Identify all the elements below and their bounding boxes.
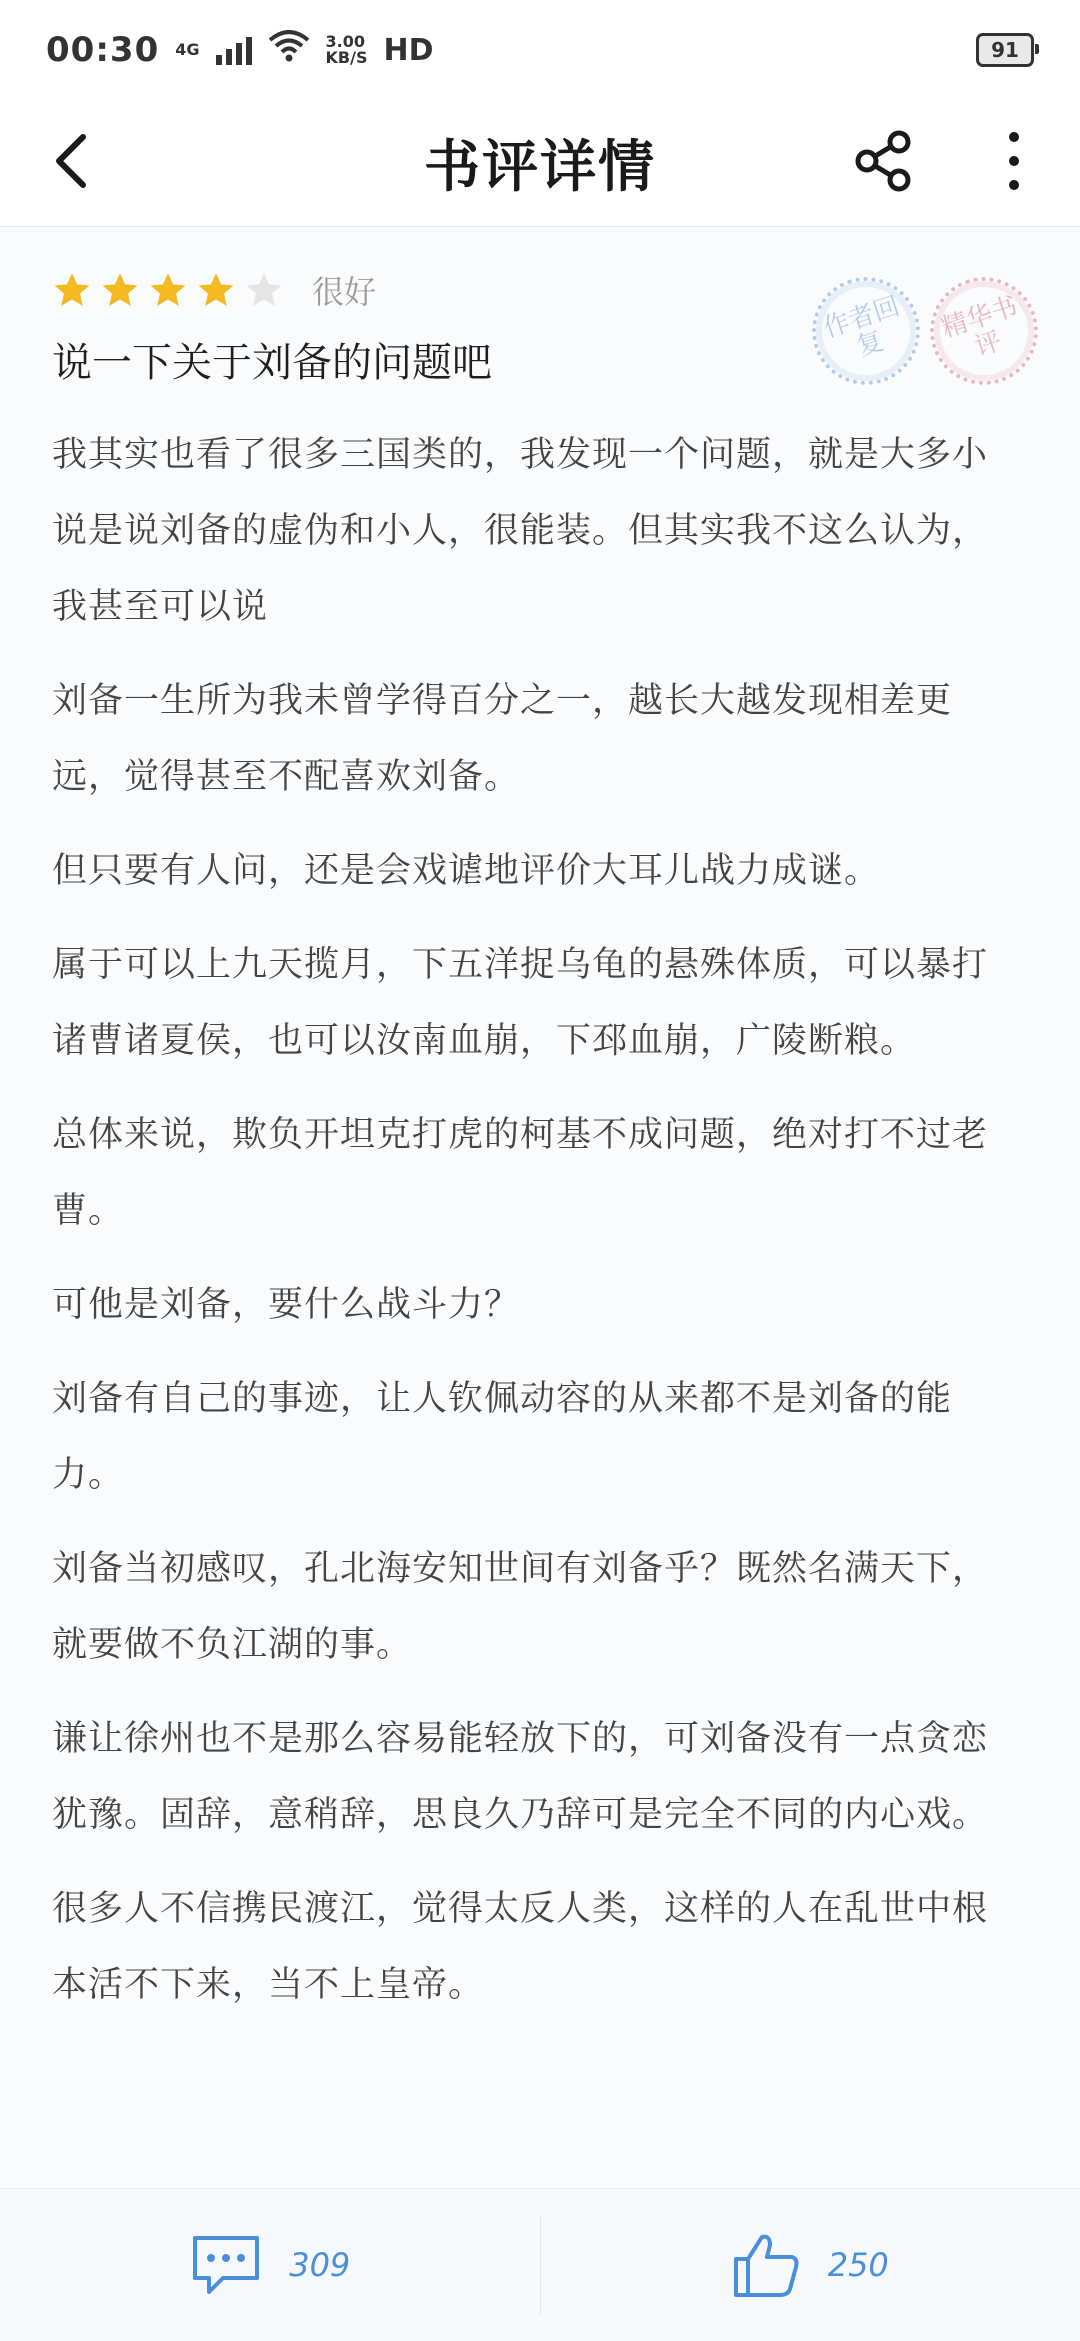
comment-count: 309 xyxy=(289,2246,350,2284)
status-left xyxy=(46,30,433,71)
rating-label: 很好 xyxy=(312,267,376,313)
stamp-text: 作者回复 xyxy=(810,289,922,373)
speed-unit: KB/S xyxy=(326,50,368,66)
bottom-bar xyxy=(0,2188,1080,2341)
star-filled-icon xyxy=(148,270,188,310)
review-paragraph: 刘备有自己的事迹，让人钦佩动容的从来都不是刘备的能力。 xyxy=(52,1361,1022,1513)
battery-level: 91 xyxy=(991,38,1019,62)
network-speed xyxy=(326,34,368,66)
star-empty-icon xyxy=(244,270,284,310)
comment-icon xyxy=(189,2232,263,2298)
featured-review-stamp xyxy=(916,263,1052,399)
battery-icon xyxy=(976,33,1034,67)
comment-button[interactable] xyxy=(0,2189,540,2341)
header xyxy=(0,100,1080,227)
star-filled-icon xyxy=(100,270,140,310)
signal-icon xyxy=(216,35,252,65)
star-filled-icon xyxy=(52,270,92,310)
back-icon xyxy=(51,133,91,189)
page-title: 书评详情 xyxy=(424,123,656,203)
review-paragraph: 属于可以上九天揽月，下五洋捉乌龟的悬殊体质，可以暴打诸曹诸夏侯，也可以汝南血崩，下邳血崩，广陵断粮。 xyxy=(52,927,1022,1079)
star-rating xyxy=(52,270,284,310)
rating-row xyxy=(52,267,376,313)
share-button[interactable] xyxy=(848,126,918,196)
review-paragraph: 可他是刘备，要什么战斗力？ xyxy=(52,1267,1022,1343)
more-icon xyxy=(1006,131,1022,191)
like-button[interactable] xyxy=(541,2189,1080,2341)
review-paragraph: 我其实也看了很多三国类的，我发现一个问题，就是大多小说是说刘备的虚伪和小人，很能装。但其实我不这么认为，我甚至可以说 xyxy=(52,417,1022,645)
more-button[interactable] xyxy=(984,126,1044,196)
review-paragraph: 刘备当初感叹，孔北海安知世间有刘备乎？既然名满天下，就要做不负江湖的事。 xyxy=(52,1531,1022,1683)
speed-value: 3.00 xyxy=(326,34,368,50)
share-icon xyxy=(851,129,915,193)
back-button[interactable] xyxy=(36,126,106,196)
status-bar xyxy=(0,0,1080,100)
review-paragraph: 但只要有人问，还是会戏谑地评价大耳儿战力成谜。 xyxy=(52,833,1022,909)
review-paragraph: 总体来说，欺负开坦克打虎的柯基不成问题，绝对打不过老曹。 xyxy=(52,1097,1022,1249)
wifi-icon xyxy=(268,30,310,71)
network-type: 4G xyxy=(175,42,199,58)
like-count: 250 xyxy=(828,2246,889,2284)
review-paragraph: 很多人不信携民渡江，觉得太反人类，这样的人在乱世中根本活不下来，当不上皇帝。 xyxy=(52,1871,1022,2023)
review-paragraph: 谦让徐州也不是那么容易能轻放下的，可刘备没有一点贪恋犹豫。固辞，意稍辞，思良久乃辞可是完全不同的内心戏。 xyxy=(52,1701,1022,1853)
review-body xyxy=(52,417,1022,2041)
review-content xyxy=(0,227,1080,2187)
stamp-text: 精华书评 xyxy=(928,289,1040,373)
review-paragraph: 刘备一生所为我未曾学得百分之一，越长大越发现相差更远，觉得甚至不配喜欢刘备。 xyxy=(52,663,1022,815)
hd-indicator: HD xyxy=(383,33,433,68)
status-time: 00:30 xyxy=(46,30,159,70)
star-filled-icon xyxy=(196,270,236,310)
thumbs-up-icon xyxy=(732,2231,802,2299)
review-title: 说一下关于刘备的问题吧 xyxy=(52,331,492,388)
author-reply-stamp xyxy=(798,263,934,399)
